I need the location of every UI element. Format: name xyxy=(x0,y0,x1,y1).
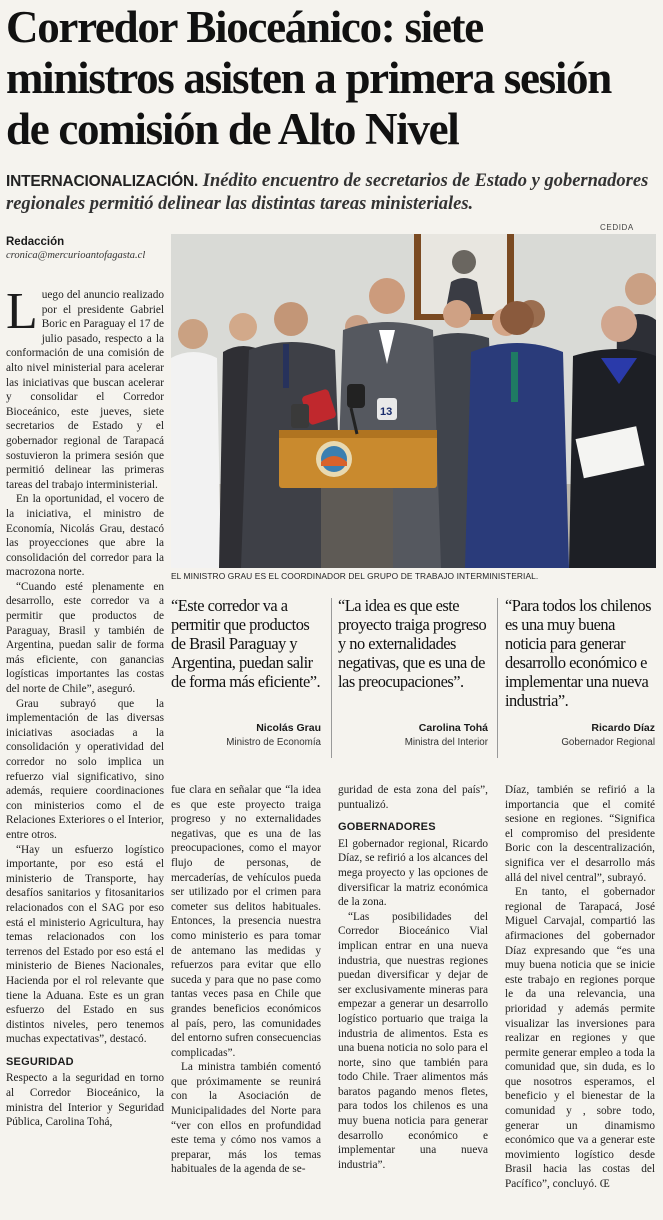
lead xyxy=(6,170,658,215)
end-mark: Œ xyxy=(599,1178,610,1191)
quote-3-role: Gobernador Regional xyxy=(561,737,655,748)
col1-paragraph-3: “Cuando esté plenamente en desarrollo, este corredor va a permitir que productos de Paraguay, Brasil y también de Argentina, puedan salir de forma más eficiente, con ganancias logísticas importantes las costas del norte de Chile”, aseguró. xyxy=(6,580,164,696)
column-2 xyxy=(171,783,321,1177)
section-heading-gobernadores: GOBERNADORES xyxy=(338,821,436,834)
quote-1-role: Ministro de Economía xyxy=(226,737,321,748)
col4-paragraph-2 xyxy=(505,885,655,1191)
col3-paragraph-1: guridad de esta zona del país”, puntualizó. xyxy=(338,784,488,811)
col4-p2-text: En tanto, el gobernador regional de Tarapacá, José Miguel Carvajal, compartió las afirmaciones del gobernador Díaz expresando que “es una muy buena noticia que se inicie este trabajo en regiones porque le da una relevancia, una prioridad y además permite visualizar las inversiones para realizar en regiones y que permite generar empleo a toda la comunidad que, sin duda, es lo que nosotros esperamos, el beneficio y el bienestar de la comunidad y , sobre todo, generar un dinamismo económico que va a generar este movimiento logístico desde Brasil hacia las costas del Pacífico”, concluyó. xyxy=(505,886,655,1191)
deck: Inédito encuentro de secretarios de Estado y gobernadores regionales permitió delinear las distintas tareas ministeriales. xyxy=(6,171,649,214)
section-heading-seguridad: SEGURIDAD xyxy=(6,1055,74,1068)
quote-1-attribution xyxy=(171,722,321,748)
photo-caption: EL MINISTRO GRAU ES EL COORDINADOR DEL GRUPO DE TRABAJO INTERMINISTERIAL. xyxy=(171,571,539,581)
col3-paragraph-3: “Las posibilidades del Corredor Bioceánico Vial implican entrar en una nueva industria, que nuestras regiones puedan diversificar y dejar de ser exclusivamente mineras para empezar a generar un desarrollo logístico portuario que traiga la industria de alimentos. Esta es una buena noticia no solo para el norte, sino que también para todo Chile. Traer alimentos más baratos pagando menos fletes, para todos los chilenos es una muy buena noticia para generar desarrollo económico e implementar una nueva industria”. xyxy=(338,910,488,1171)
col3-paragraph-2: El gobernador regional, Ricardo Díaz, se refirió a los alcances del mega proyecto y las opciones de diversificar la matriz económica de la zona. xyxy=(338,837,488,909)
quote-divider-2 xyxy=(497,598,498,758)
col4-paragraph-1: Díaz, también se refirió a la importancia que el comité sesione en regiones. “Significa el compromiso del presidente Boric con la descentralización, significa ver el desarrollo más allá del nivel central”, subrayó. xyxy=(505,784,655,884)
quote-2-attribution xyxy=(338,722,488,748)
pull-quote-3 xyxy=(505,596,655,710)
photo-illustration xyxy=(171,234,656,568)
mic-label: 13 xyxy=(380,406,393,418)
quote-3-attribution xyxy=(505,722,655,748)
col1-paragraph-4: Grau subrayó que la implementación de las diversas iniciativas asociadas a la consolidación y operatividad del corredor no solo implica un refuerzo vial significativo, sino además, requiere coordinaciones con ministerios como el de Relaciones Exteriores o el Interior, entre otros. xyxy=(6,697,164,841)
quote-2-role: Ministra del Interior xyxy=(404,737,488,748)
headline: Corredor Bioceánico: siete ministros asisten a primera sesión de comisión de Alto Nivel xyxy=(6,2,611,154)
col2-paragraph-2: La ministra también comentó que próximamente se reunirá con la Asociación de Municipalidades del Norte para “ver con ellos en profundidad este tema y cómo nos vamos a preparar, más los temas habituales de la agenda de se- xyxy=(171,1061,321,1176)
drop-cap: L xyxy=(6,283,38,340)
column-1 xyxy=(6,283,164,1130)
kicker: INTERNACIONALIZACIÓN. xyxy=(6,173,199,190)
byline-author: Redacción xyxy=(6,236,65,248)
pull-quote-2 xyxy=(338,596,488,691)
quote-2-name: Carolina Tohá xyxy=(418,722,488,734)
quote-divider-1 xyxy=(331,598,332,758)
quote-1-text: “Este corredor va a permitir que productos de Brasil Paraguay y Argentina, puedan salir de forma más eficiente”. xyxy=(171,596,321,691)
byline-email: cronica@mercurioantofagasta.cl xyxy=(6,250,146,261)
col1-paragraph-6: Respecto a la seguridad en torno al Corredor Bioceánico, la ministra del Interior y Seguridad Pública, Carolina Tohá, xyxy=(6,1072,164,1129)
col1-paragraph-5: “Hay un esfuerzo logístico importante, por eso está el ministerio de Transporte, hay desafíos sanitarios y fitosanitarios relacionados con el SAG por eso está el ministerio Agricultura, hay temas relacionados con los terrenos del Estado por eso está el ministerio de Bienes Nacionales, Hacienda por el rol relevante que tiene la Aduana. Este es un gran esfuerzo del Estado en sus distintos niveles, pero tenemos muchas expectativas”, destacó. xyxy=(6,843,164,1046)
col1-paragraph-2: En la oportunidad, el vocero de la iniciativa, el ministro de Economía, Nicolás Grau, destacó las proyecciones que abre la consolidación del corredor para la macrozona norte. xyxy=(6,493,164,579)
col2-paragraph-1: fue clara en señalar que “la idea es que este proyecto traiga progreso y no externalidades negativas, que es una de las preocupaciones, como el mayor flujo de personas, de mercaderías, de vehículos pueda ser utilizado por el crimen para cometer sus delitos habituales. Entonces, la presencia nuestra como ministerio es para tomar de antemano las medidas y refuerzos para evitar que ello suceda y para que no pase como tantas veces pasa en Chile que grandes beneficios económicos al país, pero, las comunidades del entorno sufren consecuencias complicadas”. xyxy=(171,784,321,1059)
quote-1-name: Nicolás Grau xyxy=(256,722,321,734)
press-conference-photo xyxy=(171,234,656,568)
column-4 xyxy=(505,783,655,1192)
quote-2-text: “La idea es que este proyecto traiga progreso y no externalidades negativas, que es una de las preocupaciones”. xyxy=(338,596,487,691)
quote-3-text: “Para todos los chilenos es una muy buena noticia para generar desarrollo económico e implementar una nueva industria”. xyxy=(505,596,651,710)
col1-paragraph-1 xyxy=(6,283,164,492)
column-3 xyxy=(338,783,488,1172)
col1-p1-text: uego del anuncio realizado por el presidente Gabriel Boric en Paraguay el 17 de julio pasado, respecto a la conformación de una comisión de alto nivel ministerial para acelerar las iniciativas que buscan acelerar y consolidar el Corredor Bioceánico, este jueves, siete secretarios de Estado y el gobernador regional de Tarapacá sostuvieron la primera sesión que permitió delinear las primeras tareas del trabajo interministerial. xyxy=(6,289,164,491)
quote-3-name: Ricardo Díaz xyxy=(591,722,655,734)
pull-quote-1 xyxy=(171,596,321,691)
byline xyxy=(6,236,166,261)
photo-credit: CEDIDA xyxy=(600,223,634,232)
